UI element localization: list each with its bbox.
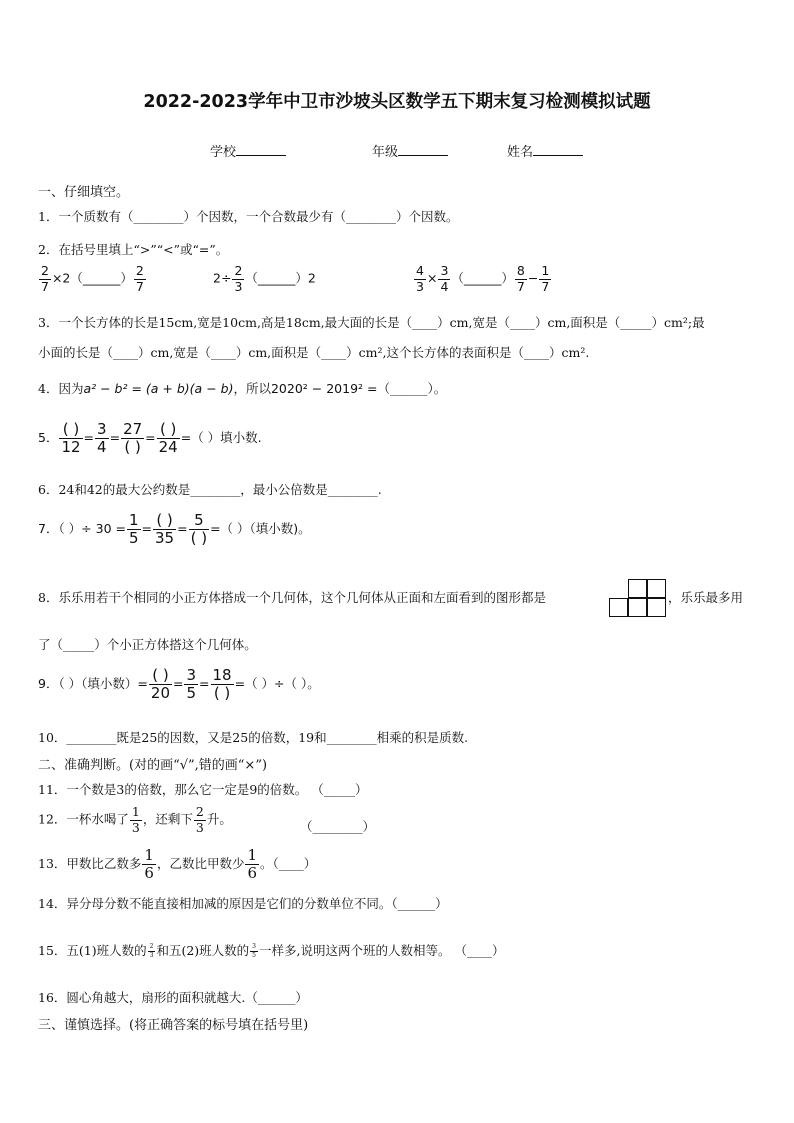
question-1: 1．一个质数有（________）个因数，一个合数最少有（________）个因数。	[38, 209, 459, 224]
section-1-heading: 一、仔细填空。	[38, 185, 130, 200]
question-8-line2: 了（_____）个小正方体搭这个几何体。	[38, 637, 257, 652]
page-title: 2022-2023学年中卫市沙坡头区数学五下期末复习检测模拟试题	[143, 92, 651, 112]
school-label: 学校	[210, 145, 237, 160]
question-2a: $\frac{2}{7}$ ×2（______） $\frac{2}{7}$	[41, 263, 144, 294]
question-2c: $\frac{4}{3}$ × $\frac{3}{4}$ （______） $\frac{8}{7}$ − $\frac{1}{7}$	[416, 263, 550, 294]
question-2-stem: 2．在括号里填上“>”“<”或“=”。	[38, 242, 229, 257]
question-13: 13．甲数比乙数多 $\frac{1}{6}$ ，乙数比甲数少 $\frac{1}{6}$ 。（____）	[38, 846, 317, 882]
question-4: 4．因为a² − b² = (a + b)(a − b)，所以2020² − 2019² =（______）。	[38, 381, 447, 396]
question-12-blank[interactable]: （________）	[300, 819, 376, 834]
question-3-line2: 小面的长是（____）cm,宽是（____）cm,面积是（____）cm²,这个长方体的表面积是（____）cm².	[38, 345, 590, 360]
question-6: 6．24和42的最大公约数是________，最小公倍数是________.	[38, 482, 382, 497]
grade-field[interactable]	[372, 141, 448, 160]
grade-label: 年级	[372, 145, 399, 160]
question-5: 5． $\frac{( )}{12}$ = $\frac{3}{4}$ = $\frac{27}{( )}$ = $\frac{( )}{24}$ =（ ）填小数.	[38, 420, 262, 456]
question-16: 16．圆心角越大，扇形的面积就越大.（______）	[38, 990, 308, 1005]
question-8-line1b: ，乐乐最多用	[668, 590, 744, 605]
question-2b: 2÷ $\frac{2}{3}$ （______）2	[213, 263, 316, 294]
section-3-heading: 三、谨慎选择。(将正确答案的标号填在括号里)	[38, 1018, 309, 1033]
cube-view-figure	[609, 579, 666, 617]
school-field[interactable]	[210, 141, 286, 160]
question-9: 9．（ ）（填小数）= $\frac{( )}{20}$ = $\frac{3}{5}$ = $\frac{18}{( )}$ =（ ）÷（ ）。	[38, 666, 320, 702]
question-10: 10．________既是25的因数，又是25的倍数，19和________相乘的积是质数.	[38, 730, 469, 745]
name-field[interactable]	[507, 141, 583, 160]
question-15: 15．五(1)班人数的 $\frac{2}{3}$ 和五(2)班人数的 $\frac{3}{5}$ 一样多,说明这两个班的人数相等。 （____）	[38, 943, 505, 959]
question-12: 12．一杯水喝了 $\frac{1}{3}$ ，还剩下 $\frac{2}{3}$ 升。	[38, 804, 232, 835]
question-14: 14．异分母分数不能直接相加减的原因是它们的分数单位不同。（______）	[38, 896, 448, 911]
question-7: 7．（ ）÷ 30 = $\frac{1}{5}$ = $\frac{( )}{35}$ = $\frac{5}{( )}$ =（ ）（填小数)。	[38, 511, 311, 547]
name-label: 姓名	[507, 145, 534, 160]
section-2-heading: 二、准确判断。(对的画“√”,错的画“×”)	[38, 758, 268, 773]
question-8-line1a: 8．乐乐用若干个相同的小正方体搭成一个几何体，这个几何体从正面和左面看到的图形都是	[38, 590, 546, 605]
question-3-line1: 3．一个长方体的长是15cm,宽是10cm,高是18cm,最大面的长是（____）cm,宽是（____）cm,面积是（_____）cm²;最	[38, 315, 705, 330]
question-11: 11．一个数是3的倍数，那么它一定是9的倍数。 （_____）	[38, 782, 368, 797]
